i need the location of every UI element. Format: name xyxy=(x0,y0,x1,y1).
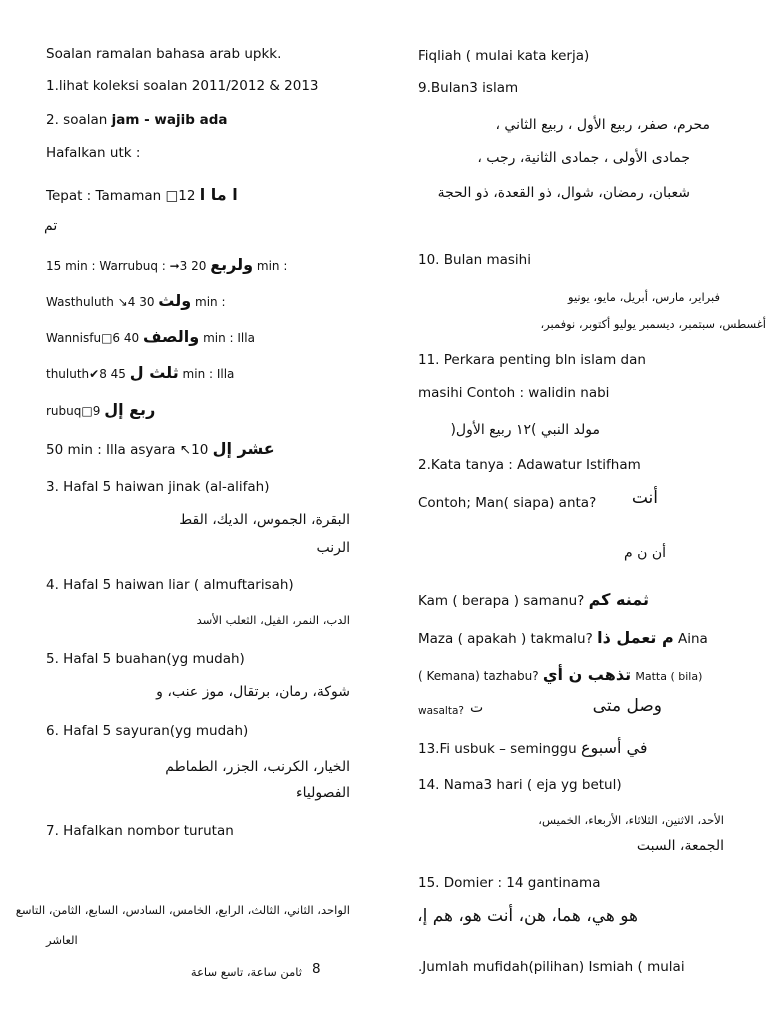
section-7-heading: 7. Hafalkan nombor turutan xyxy=(46,823,234,839)
section-11-arabic: مولد النبي )١٢ ربيع الأول( xyxy=(450,422,600,438)
min40-arabic: والصف xyxy=(142,327,200,346)
min15-line xyxy=(46,256,287,275)
min45-arabic: ثلث ل xyxy=(129,363,179,382)
rubuq-arabic: ربع إل xyxy=(104,400,156,419)
wasalta-arabic-1: ت xyxy=(470,700,484,716)
kam-arabic: ثمنه كم xyxy=(588,590,649,609)
section-9-arabic-3: شعبان، رمضان، شوال، ذو القعدة، ذو الحجة xyxy=(437,185,690,201)
contoh-arabic-2: أن ن م xyxy=(623,545,666,561)
tepat-arabic-2: تم xyxy=(44,218,58,234)
section-13-line xyxy=(418,739,648,758)
section-7-arabic-2: العاشر xyxy=(46,933,78,947)
wasalta-arabic-2: وصل متى xyxy=(592,696,662,716)
left-line-1: Soalan ramalan bahasa arab upkk. xyxy=(46,46,282,62)
left-line-3-bold: jam - wajib ada xyxy=(111,112,228,128)
fiqliah-line: Fiqliah ( mulai kata kerja) xyxy=(418,48,590,64)
section-13-text: 13.Fi usbuk – seminggu xyxy=(418,741,577,757)
section-10-arabic-1: فبراير، مارس، أبريل، مايو، يونيو xyxy=(568,290,720,304)
section-5-arabic: شوكة، رمان، برتقال، موز عنب، و xyxy=(156,684,350,700)
maza-arabic: م تعمل ذا xyxy=(597,628,674,647)
section-14-heading: 14. Nama3 hari ( eja yg betul) xyxy=(418,777,622,793)
min45-text: thuluth✔8 45 xyxy=(46,367,126,381)
left-line-3-prefix: 2. soalan xyxy=(46,112,112,128)
section-3-arabic-2: الرنب xyxy=(316,540,350,556)
kemana-line xyxy=(418,666,702,686)
min15-tail: min : xyxy=(256,259,288,273)
rubuq-text: rubuq□9 xyxy=(46,404,101,418)
tepat-text: Tepat : Tamaman □12 xyxy=(46,188,196,204)
section-12-heading: 2.Kata tanya : Adawatur Istifham xyxy=(418,457,641,473)
section-9-arabic-2: جمادى الأولى ، جمادى الثانية، رجب ، xyxy=(477,150,690,166)
tepat-line xyxy=(46,186,238,205)
section-14-arabic-2: الجمعة، السبت xyxy=(636,838,724,854)
min40-line xyxy=(46,328,255,347)
contoh-line: Contoh; Man( siapa) anta? xyxy=(418,495,597,511)
section-13-arabic: في أسبوع xyxy=(580,738,648,757)
kam-text: Kam ( berapa ) samanu? xyxy=(418,593,585,609)
left-line-2: 1.lihat koleksi soalan 2011/2012 & 2013 xyxy=(46,78,319,94)
section-4-arabic: الدب، النمر، الفيل، الثعلب الأسد xyxy=(196,613,350,627)
min30-line xyxy=(46,292,226,311)
section-5-heading: 5. Hafal 5 buahan(yg mudah) xyxy=(46,651,245,667)
section-10-heading: 10. Bulan masihi xyxy=(418,252,531,268)
min40-tail: min : Illa xyxy=(203,331,255,345)
tepat-arabic: ا ما ا xyxy=(199,185,238,204)
min30-arabic: ولث xyxy=(158,291,192,310)
maza-text: Maza ( apakah ) takmalu? xyxy=(418,631,593,647)
section-9-heading: 9.Bulan3 islam xyxy=(418,80,519,96)
hafalkan-label: Hafalkan utk : xyxy=(46,145,141,161)
min45-tail: min : Illa xyxy=(182,367,235,381)
kemana-text: ( Kemana) tazhabu? xyxy=(418,669,539,683)
jumlah-line: .Jumlah mufidah(pilihan) Ismiah ( mulai xyxy=(418,959,685,975)
contoh-arabic: أنت xyxy=(631,488,658,508)
section-11-line-b: masihi Contoh : walidin nabi xyxy=(418,385,610,401)
section-6-arabic-2: الفصولياء xyxy=(296,785,350,801)
kemana-tail: Matta ( bila) xyxy=(635,670,703,683)
section-14-arabic-1: الأحد، الاثنين، الثلاثاء، الأربعاء، الخميس، xyxy=(538,813,724,827)
section-15-heading: 15. Domier : 14 gantinama xyxy=(418,875,601,891)
wasalta-line xyxy=(418,702,464,720)
maza-line xyxy=(418,629,708,648)
min40-text: Wannisfu□6 40 xyxy=(46,331,140,345)
min45-line xyxy=(46,364,234,383)
min50-arabic: عشر إل xyxy=(212,439,275,458)
left-line-3 xyxy=(46,111,228,129)
section-7-number: 8 xyxy=(312,961,321,977)
rubuq-line xyxy=(46,401,155,420)
maza-tail: Aina xyxy=(678,631,708,647)
min30-text: Wasthuluth ↘4 30 xyxy=(46,295,155,309)
section-6-heading: 6. Hafal 5 sayuran(yg mudah) xyxy=(46,723,249,739)
min50-line xyxy=(46,440,275,459)
section-7-arabic-1: الواحد، الثاني، الثالث، الرابع، الخامس، السادس، السابع، الثامن، التاسع xyxy=(15,903,350,917)
wasalta-text: wasalta? xyxy=(418,705,464,717)
section-7-arabic-3: ثامن ساعة، تاسع ساعة xyxy=(190,965,302,979)
section-3-arabic-1: البقرة، الجموس، الديك، القط xyxy=(179,512,350,528)
section-3-heading: 3. Hafal 5 haiwan jinak (al-alifah) xyxy=(46,479,270,495)
section-10-arabic-2: أغسطس، سبتمبر، ديسمبر يوليو أكتوبر، نوفمبر، xyxy=(540,317,766,331)
section-15-arabic: هو هي، هما، هن، أنت هو، هم إ، xyxy=(417,906,638,926)
section-9-arabic-1: محرم، صفر، ربيع الأول ، ربيع الثاني ، xyxy=(495,117,710,133)
kam-line xyxy=(418,591,649,610)
kemana-arabic: تذهب ن أي xyxy=(542,665,632,684)
section-4-heading: 4. Hafal 5 haiwan liar ( almuftarisah) xyxy=(46,577,294,593)
min15-text: 15 min : Warrubuq : ➞3 20 xyxy=(46,259,207,273)
section-11-line-a: 11. Perkara penting bln islam dan xyxy=(418,352,646,368)
min50-text: 50 min : Illa asyara ↖10 xyxy=(46,442,209,458)
min30-tail: min : xyxy=(195,295,226,309)
section-6-arabic-1: الخيار، الكرنب، الجزر، الطماطم xyxy=(165,759,350,775)
min15-arabic: ولربع xyxy=(210,255,254,274)
